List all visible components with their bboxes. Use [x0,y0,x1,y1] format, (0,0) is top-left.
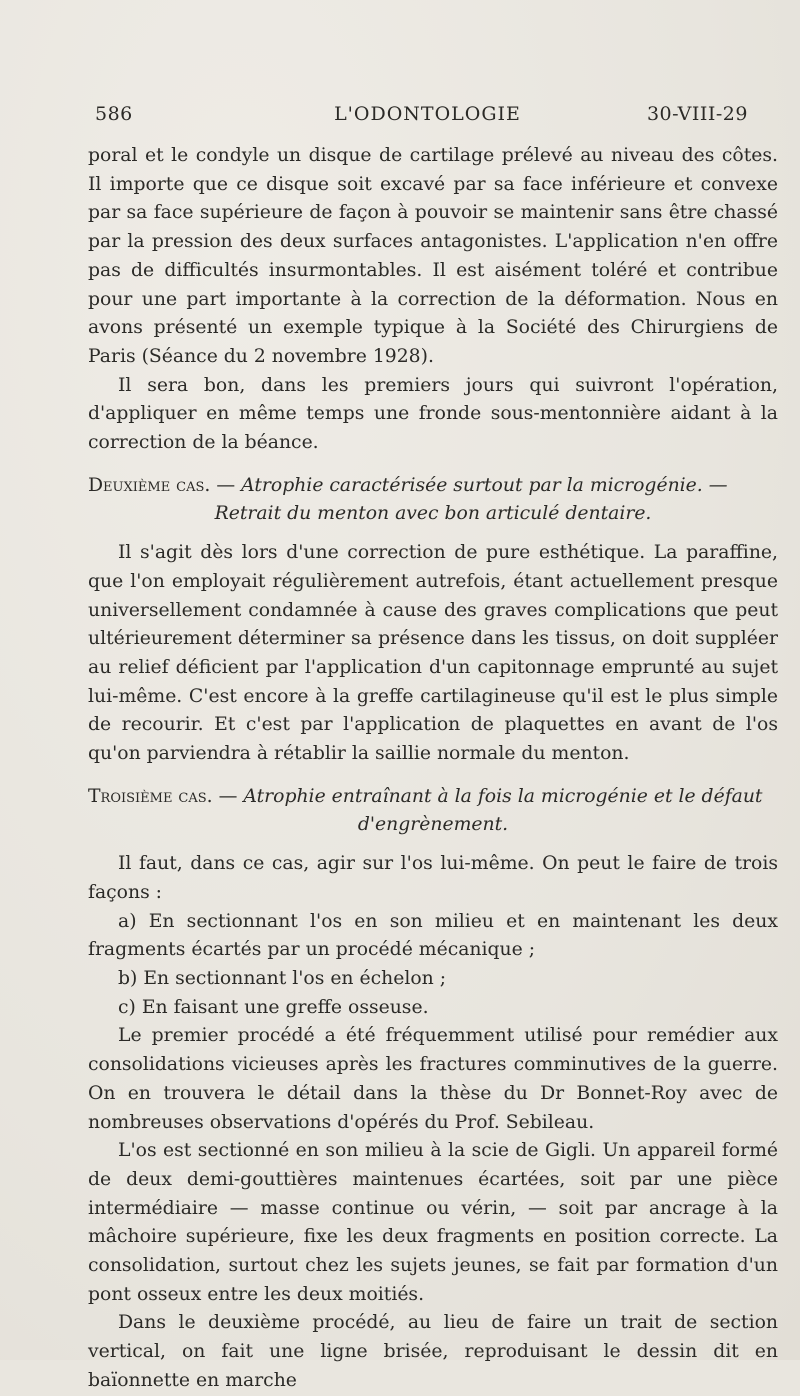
list-item: b) En sectionnant l'os en échelon ; [118,967,447,989]
list-item: c) En faisant une greffe osseuse. [118,996,429,1018]
page-number: 586 [95,103,133,125]
section-title: Atrophie caractérisée surtout par la microgénie. — [241,474,728,496]
journal-title: L'ODONTOLOGIE [334,103,521,125]
section-label: Troisième cas. [88,785,213,807]
section-label: Deuxième cas. [88,474,211,496]
paragraph: poral et le condyle un disque de cartilage prélevé au niveau des côtes. Il importe que ce disque soit excavé par sa face inférieure et convexe par sa face supérieure de façon à pouvoir se maintenir sans être chassé par la pression des deux surfaces antagonistes. L'application n'en offre pas de difficultés insurmontables. Il est aisément toléré et contribue pour une part importante à la correction de la déformation. Nous en avons présenté un exemple typique à la Société des Chirurgiens de Paris (Séance du 2 novembre 1928). [88,145,778,367]
paragraph: Il sera bon, dans les premiers jours qui suivront l'opération, d'appliquer en même temps une fronde sous-mentonnière aidant à la correction de la béance. [88,374,778,454]
section-heading-case-2: Deuxième cas. — Atrophie caractérisée surtout par la microgénie. — Retrait du menton avec bon articulé dentaire. [88,472,778,529]
section-title-continued: d'engrènement. [357,814,509,836]
paragraph: Il s'agit dès lors d'une correction de pure esthétique. La paraffine, que l'on employait régulièrement autrefois, étant actuellement presque universellement condamnée à cause des graves complications que peut ultérieurement déterminer sa présence dans les tissus, on doit suppléer au relief déficient par l'application d'un capitonnage emprunté au sujet lui-même. C'est encore à la greffe cartilagineuse qu'il est le plus simple de recourir. Et c'est par l'application de plaquettes en avant de l'os qu'on parviendra à rétablir la saillie normale du menton. [88,542,778,765]
paragraph: L'os est sectionné en son milieu à la scie de Gigli. Un appareil formé de deux demi-gouttières maintenues écartées, soit par une pièce intermédiaire — masse continue ou vérin, — soit par ancrage à la mâchoire supérieure, fixe les deux fragments en position correcte. La consolidation, surtout chez les sujets jeunes, se fait par formation d'un pont osseux entre les deux moitiés. [88,1140,778,1305]
section-title: Atrophie entraînant à la fois la microgénie et le défaut [243,785,763,807]
running-header [95,103,760,133]
paragraph: Dans le deuxième procédé, au lieu de faire un trait de section vertical, on fait une ligne brisée, reproduisant le dessin dit en baïonnette en marche [88,1312,778,1391]
section-title-continued: Retrait du menton avec bon articulé dentaire. [214,503,652,525]
paragraph: Le premier procédé a été fréquemment utilisé pour remédier aux consolidations vicieuses après les fractures comminutives de la guerre. On en trouvera le détail dans la thèse du Dr Bonnet-Roy avec de nombreuses observations d'opérés du Prof. Sebileau. [88,1025,778,1133]
section-heading-case-3: Troisième cas. — Atrophie entraînant à la fois la microgénie et le défaut d'engrènement. [88,783,778,840]
list-item: a) En sectionnant l'os en son milieu et en maintenant les deux fragments écartés par un procédé mécanique ; [88,910,778,961]
paragraph: Il faut, dans ce cas, agir sur l'os lui-même. On peut le faire de trois façons : [88,853,778,903]
body-text [88,142,778,1396]
issue-date: 30-VIII-29 [646,103,748,125]
